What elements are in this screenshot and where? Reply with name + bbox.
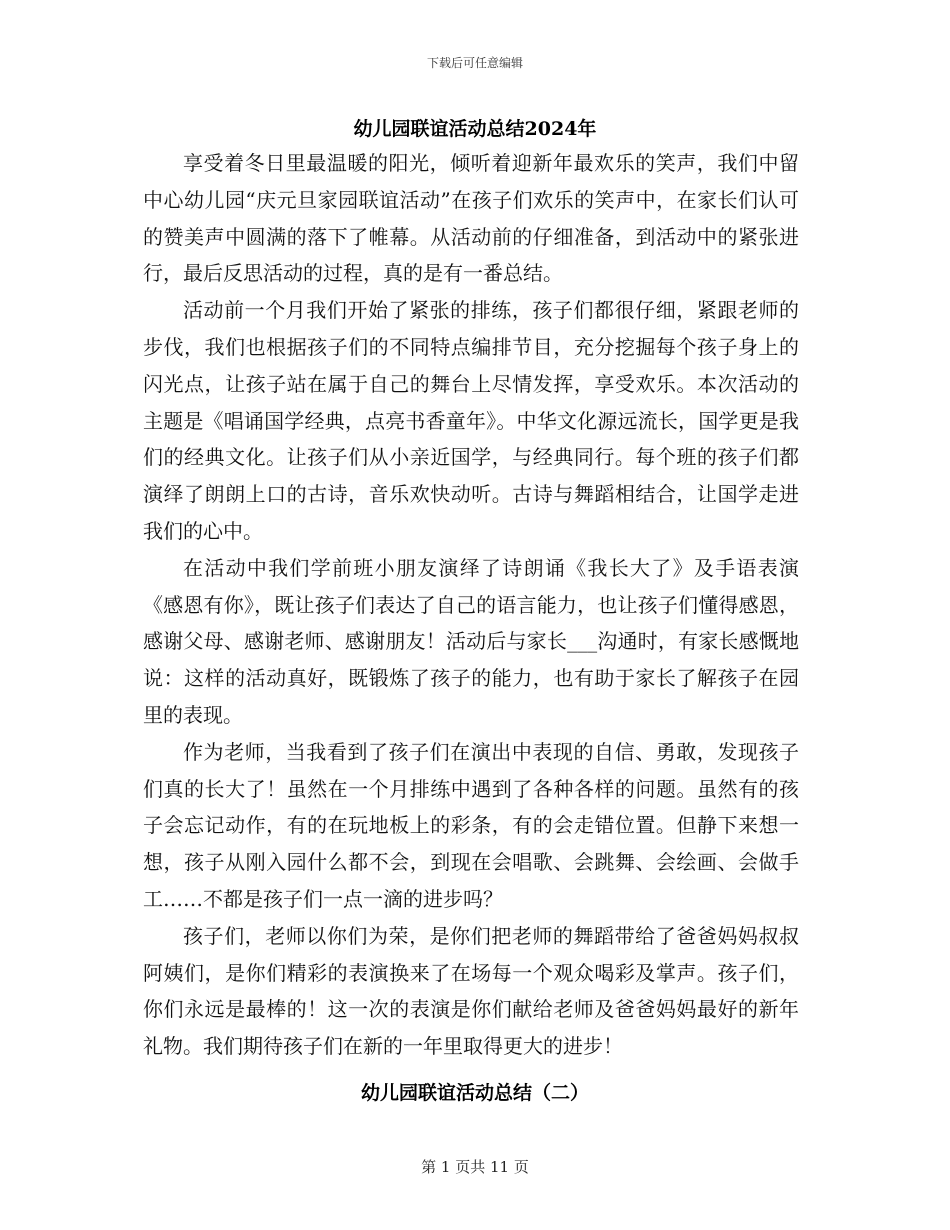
paragraph: 在活动中我们学前班小朋友演绎了诗朗诵《我长大了》及手语表演《感恩有你》，既让孩子们表达了自己的语言能力，也让孩子们懂得感恩，感谢父母、感谢老师、感谢朋友！活动后与家长___沟通时，有家长感慨地说：这样的活动真好，既锻炼了孩子的能力，也有助于家长了解孩子在园里的表现。 <box>143 555 799 727</box>
page-number: 第 1 页共 11 页 <box>421 1158 529 1176</box>
paragraph: 享受着冬日里最温暖的阳光，倾听着迎新年最欢乐的笑声，我们中留中心幼儿园“庆元旦家园联谊活动”在孩子们欢乐的笑声中，在家长们认可的赞美声中圆满的落下了帷幕。从活动前的仔细准备，到活动中的紧张进行，最后反思活动的过程，真的是有一番总结。 <box>143 151 799 286</box>
document-body <box>143 145 799 1065</box>
section-title: 幼儿园联谊活动总结（二） <box>360 1082 589 1104</box>
paragraph: 活动前一个月我们开始了紧张的排练，孩子们都很仔细，紧跟老师的步伐，我们也根据孩子们的不同特点编排节目，充分挖掘每个孩子身上的闪光点，让孩子站在属于自己的舞台上尽情发挥，享受欢乐。本次活动的主题是《唱诵国学经典，点亮书香童年》。中华文化源远流长，国学更是我们的经典文化。让孩子们从小亲近国学，与经典同行。每个班的孩子们都演绎了朗朗上口的古诗，音乐欢快动听。古诗与舞蹈相结合，让国学走进我们的心中。 <box>143 298 799 543</box>
document-title: 幼儿园联谊活动总结2024年 <box>353 118 597 140</box>
header-note: 下载后可任意编辑 <box>426 56 523 70</box>
paragraph: 作为老师，当我看到了孩子们在演出中表现的自信、勇敢，发现孩子们真的长大了！虽然在一个月排练中遇到了各种各样的问题。虽然有的孩子会忘记动作，有的在玩地板上的彩条，有的会走错位置。但静下来想一想，孩子从刚入园什么都不会，到现在会唱歌、会跳舞、会绘画、会做手工……不都是孩子们一点一滴的进步吗？ <box>143 739 799 911</box>
paragraph: 孩子们，老师以你们为荣，是你们把老师的舞蹈带给了爸爸妈妈叔叔阿姨们，是你们精彩的表演换来了在场每一个观众喝彩及掌声。孩子们，你们永远是最棒的！这一次的表演是你们献给老师及爸爸妈妈最好的新年礼物。我们期待孩子们在新的一年里取得更大的进步！ <box>143 923 799 1059</box>
